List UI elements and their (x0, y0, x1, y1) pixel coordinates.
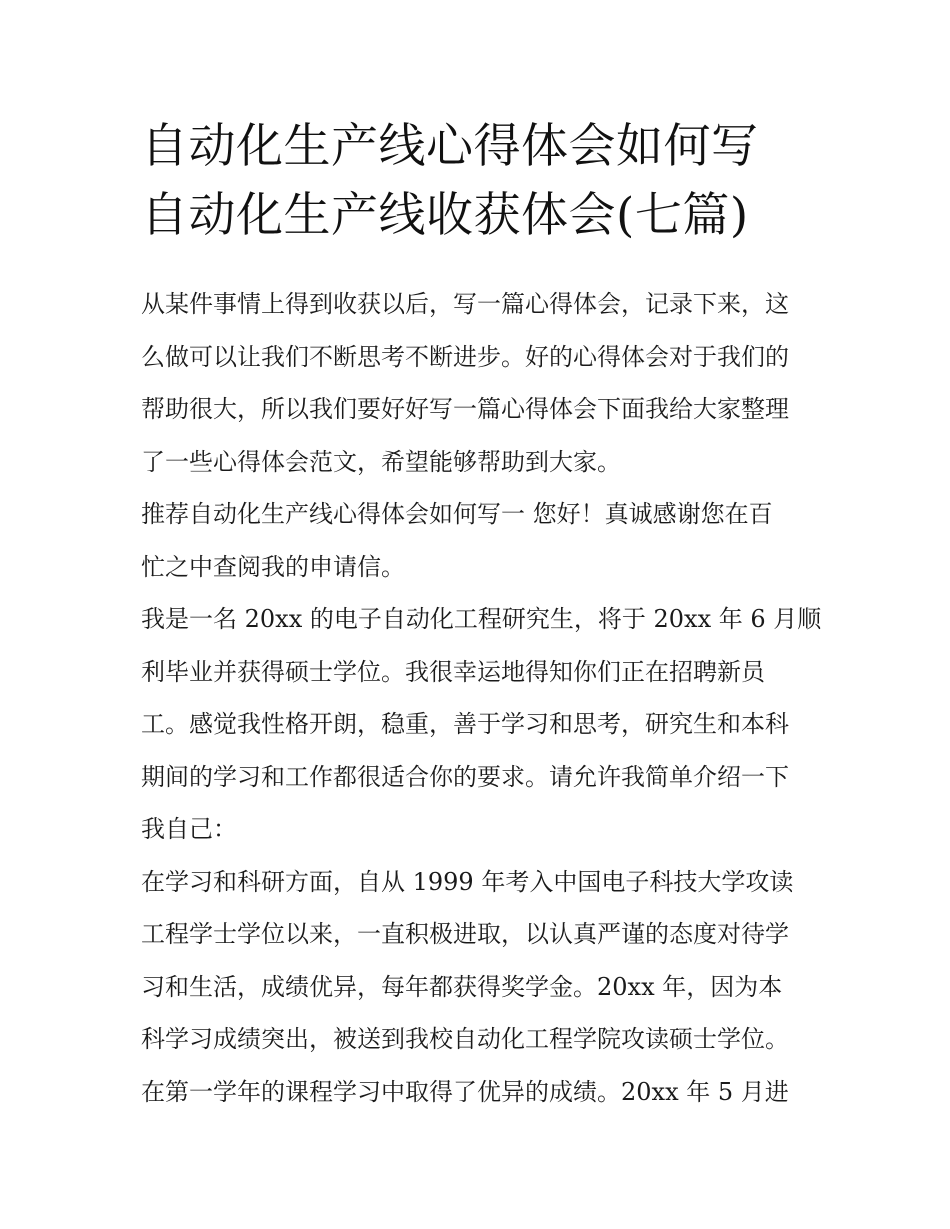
text-line: 工。感觉我性格开朗，稳重，善于学习和思考，研究生和本科 (141, 710, 789, 738)
text-line: 在学习和科研方面，自从 1999 年考入中国电子科技大学攻读 (141, 867, 794, 896)
text-line: 科学习成绩突出，被送到我校自动化工程学院攻读硕士学位。 (141, 1025, 789, 1053)
paragraph-study (141, 856, 831, 1119)
title-line-2: 自动化生产线收获体会(七篇) (141, 188, 749, 243)
paragraph-recommend (141, 488, 831, 593)
text-line: 么做可以让我们不断思考不断进步。好的心得体会对于我们的 (141, 342, 789, 371)
title-line-1: 自动化生产线心得体会如何写 (141, 119, 759, 174)
text-line: 我自己： (141, 815, 237, 843)
document-title (141, 112, 841, 250)
paragraph-intro (141, 278, 831, 488)
paragraph-self-intro (141, 593, 831, 856)
text-line: 我是一名 20xx 的电子自动化工程研究生，将于 20xx 年 6 月顺 (141, 605, 822, 633)
text-line: 利毕业并获得硕士学位。我很幸运地得知你们正在招聘新员 (141, 657, 765, 686)
text-line: 了一些心得体会范文，希望能够帮助到大家。 (141, 447, 621, 476)
text-line: 期间的学习和工作都很适合你的要求。请允许我简单介绍一下 (141, 762, 789, 791)
text-line: 在第一学年的课程学习中取得了优异的成绩。20xx 年 5 月进 (141, 1077, 789, 1106)
text-line: 从某件事情上得到收获以后，写一篇心得体会，记录下来，这 (141, 290, 789, 318)
text-line: 工程学士学位以来，一直积极进取，以认真严谨的态度对待学 (141, 920, 789, 948)
text-line: 习和生活，成绩优异，每年都获得奖学金。20xx 年，因为本 (141, 972, 783, 1001)
document-body (141, 278, 831, 1118)
text-line: 推荐自动化生产线心得体会如何写一 您好！真诚感谢您在百 (141, 500, 773, 528)
text-line: 帮助很大，所以我们要好好写一篇心得体会下面我给大家整理 (141, 395, 789, 423)
text-line: 忙之中查阅我的申请信。 (141, 552, 405, 581)
